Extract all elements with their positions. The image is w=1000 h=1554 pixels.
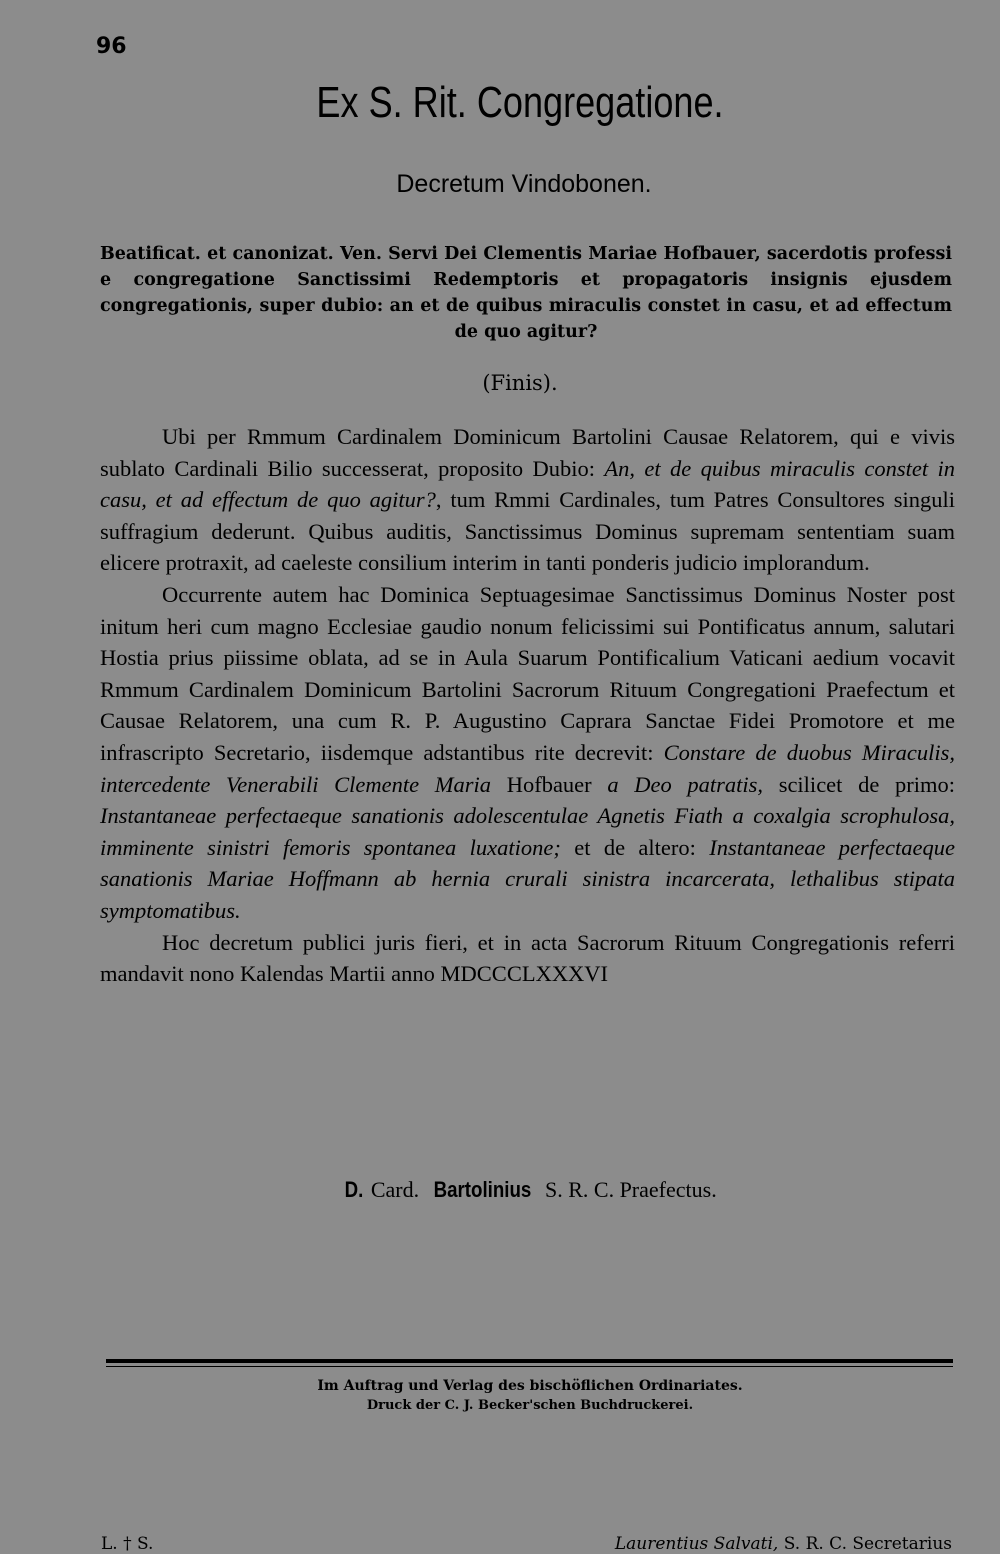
italic-text: Constare de duobus Miraculis, intercedente Venerabili Clemente Maria: [100, 739, 955, 797]
secretary-title: S. R. C. Secretarius: [778, 1534, 952, 1554]
text: Occurrente autem hac Dominica Septuagesimae Sanctissimus Dominus Noster post initum heri cum magno Ecclesiae gaudio nonum felicissimi sui Pontificatus annum, salutari Hostia prius piissime oblata, ad se in Aula Suarum Pontificalium Vaticani aedium vocavit Rmmum Cardinalem Dominicum Bartolini Sacrorum Rituum Congregationi Praefectum et Causae Relatorem, una cum R. P. Augustino Caprara Sanctae Fidei Promotore et me infrascripto Secretario, iisdemque adstantibus rite decrevit:: [100, 581, 955, 765]
italic-text: Instantaneae perfectaeque sanationis Mariae Hoffmann ab hernia crurali sinistra incarcerata, lethalibus stipata symptomatibus.: [100, 834, 956, 923]
decree-body: [100, 421, 955, 990]
italic-text: An, et de quibus miraculis constet in casu, et ad effectum de quo agitur?: [100, 455, 955, 513]
signature-initial: D.: [344, 1177, 364, 1202]
italic-text: a Deo patratis,: [591, 771, 764, 797]
text: , tum Rmmi Cardinales, tum Patres Consultores singuli suffragium dederunt. Quibus auditis, Sanctissimus Dominus supremam sententiam suam elicere protraxit, ad caeleste consilium interim in tanti ponderis judicio implorandum.: [100, 487, 955, 576]
footer-rule-thin: [106, 1366, 953, 1367]
italic-text: Instantaneae perfectaeque sanationis adolescentulae Agnetis Fiath a coxalgia scrophulosa,: [100, 803, 955, 829]
finis-label: (Finis).: [482, 371, 558, 395]
page-title: Ex S. Rit. Congregatione.: [316, 78, 724, 127]
paragraph-3: Hoc decretum publici juris fieri, et in acta Sacrorum Rituum Congregationis referri mandavit nono Kalendas Martii anno MDCCCLXXXVI: [100, 929, 955, 987]
italic-text: imminente sinistri femoris spontanea luxatione;: [100, 834, 561, 860]
seal-mark: L. † S.: [101, 1534, 154, 1554]
signature-card: Card.: [365, 1177, 425, 1202]
signature-line: [0, 1177, 1000, 1203]
text: scilicet de primo:: [763, 771, 955, 797]
secretary-name: Laurentius Salvati,: [614, 1534, 779, 1554]
imprint-line-2: Druck der C. J. Becker'schen Buchdruckerei.: [366, 1398, 694, 1413]
text: Ubi per Rmmum Cardinalem Dominicum Bartolini Causae Relatorem, qui e vivis sublato Cardinali Bilio successerat, proposito Dubio:: [100, 424, 955, 481]
decree-subtitle: Decretum Vindobonen.: [396, 170, 652, 198]
paragraph-2: [100, 579, 955, 927]
imprint: [0, 1376, 1000, 1416]
footer-rule-thick: [106, 1359, 953, 1363]
text: et de altero:: [560, 834, 710, 860]
paragraph-1: [100, 421, 955, 579]
signature-title: S. R. C. Praefectus.: [539, 1177, 717, 1202]
imprint-line-1: Im Auftrag und Verlag des bischöflichen Ordinariates.: [317, 1378, 743, 1394]
page-number: 96: [96, 34, 127, 59]
decree-heading: Beatificat. et canonizat. Ven. Servi Dei Clementis Mariae Hofbauer, sacerdotis professi e congregatione Sanctissimi Redemptoris et propagatoris insignis ejusdem congregationis, super dubio: an et de quibus miraculis constet in casu, et ad effectum de quo agitur?: [100, 244, 952, 342]
secretary-signature: [615, 1534, 952, 1554]
signature-name: Bartolinius: [433, 1177, 531, 1202]
text: Hofbauer: [506, 771, 592, 797]
